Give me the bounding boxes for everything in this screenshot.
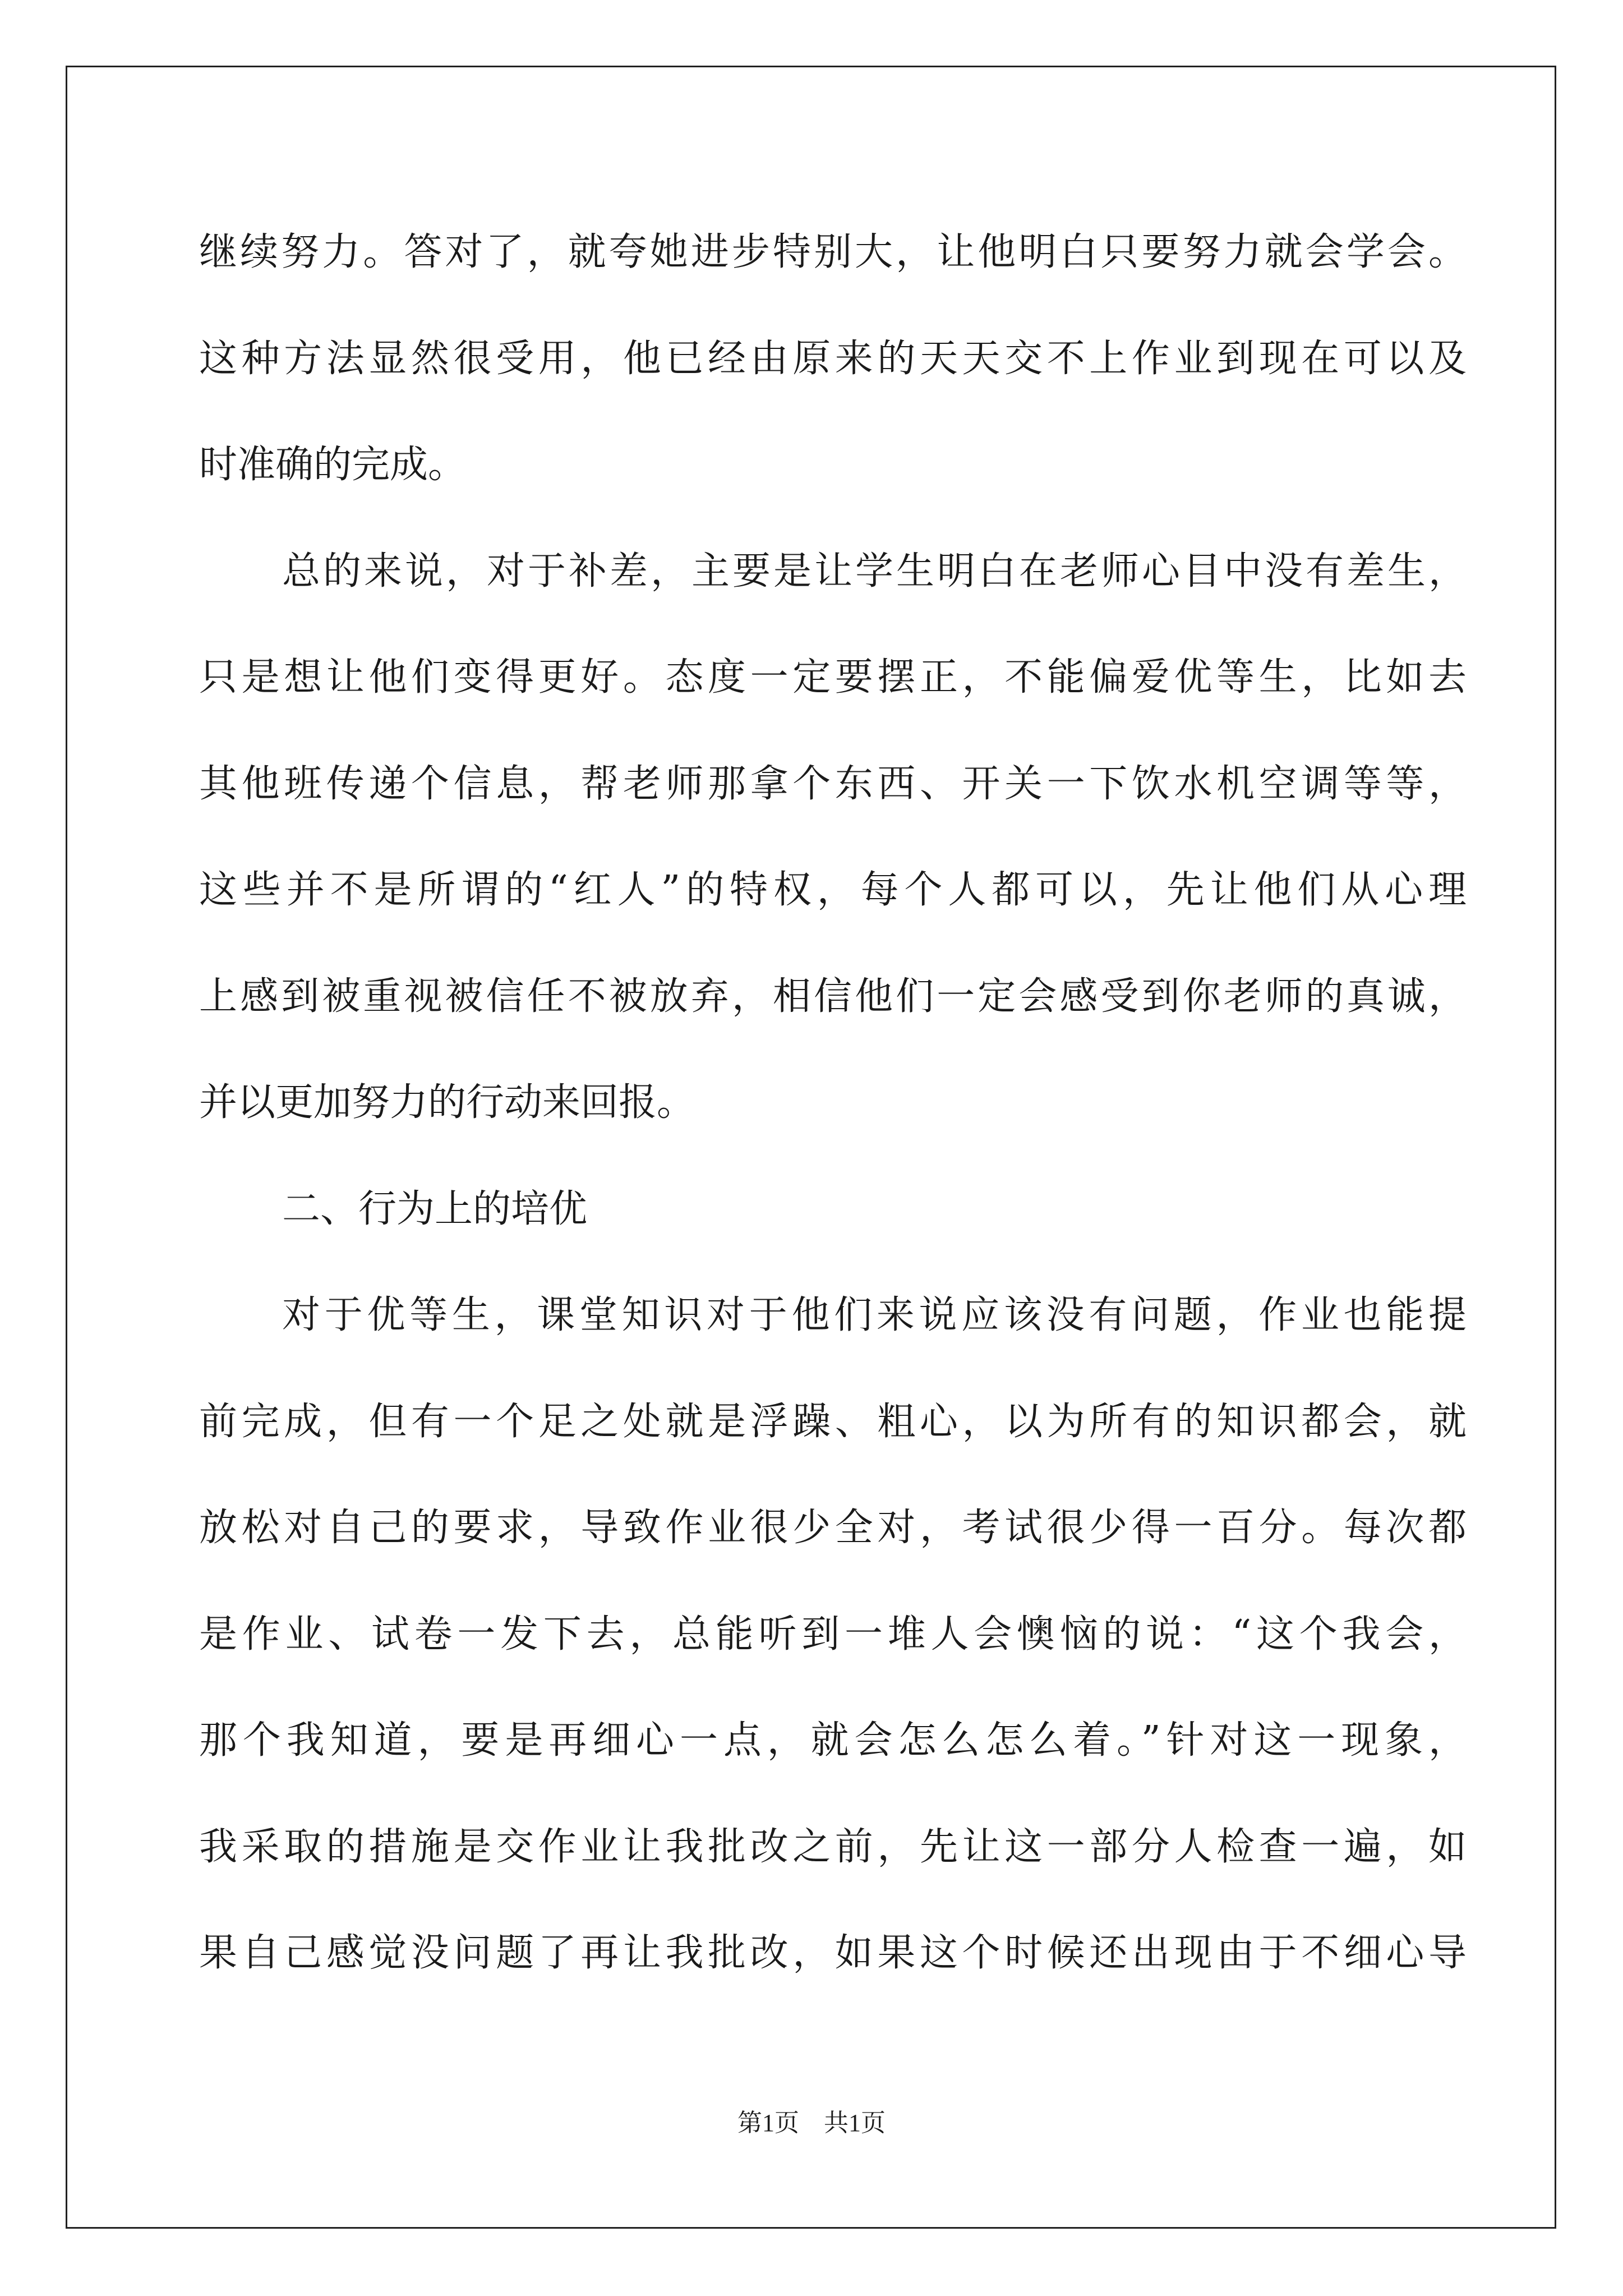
- section-heading: 二、行为上的培优: [282, 1186, 588, 1231]
- page-footer: [0, 2102, 1623, 2138]
- text-line: 前完成，但有一个足之处就是浮躁、粗心，以为所有的知识都会，就: [199, 1399, 1467, 1444]
- text-line: 这种方法显然很受用，他已经由原来的天天交不上作业到现在可以及: [199, 336, 1467, 381]
- page-total: 共1页: [824, 2109, 886, 2137]
- text-line: 时准确的完成。: [199, 443, 467, 487]
- text-line: 是作业、试卷一发下去，总能听到一堆人会懊恼的说：“这个我会，: [199, 1612, 1467, 1657]
- text-line: 上感到被重视被信任不被放弃，相信他们一定会感受到你老师的真诚，: [199, 974, 1467, 1019]
- text-line: 继续努力。答对了，就夸她进步特别大，让他明白只要努力就会学会。: [199, 230, 1467, 274]
- text-line: 果自己感觉没问题了再让我批改，如果这个时候还出现由于不细心导: [199, 1931, 1467, 1975]
- text-line: 并以更加努力的行动来回报。: [199, 1080, 695, 1125]
- text-line: 对于优等生，课堂知识对于他们来说应该没有问题，作业也能提: [282, 1293, 1467, 1337]
- text-line: 放松对自己的要求，导致作业很少全对，考试很少得一百分。每次都: [199, 1506, 1467, 1550]
- text-line: 总的来说，对于补差，主要是让学生明白在老师心目中没有差生，: [282, 549, 1467, 593]
- page-number: 第1页: [737, 2109, 799, 2137]
- text-line: 那个我知道，要是再细心一点，就会怎么怎么着。”针对这一现象，: [199, 1718, 1467, 1763]
- text-line: 只是想让他们变得更好。态度一定要摆正，不能偏爱优等生，比如去: [199, 655, 1467, 700]
- text-line: 这些并不是所谓的“红人”的特权，每个人都可以，先让他们从心理: [199, 868, 1467, 912]
- text-line: 其他班传递个信息，帮老师那拿个东西、开关一下饮水机空调等等，: [199, 761, 1467, 806]
- text-line: 我采取的措施是交作业让我批改之前，先让这一部分人检查一遍，如: [199, 1824, 1467, 1869]
- document-body: [199, 199, 1467, 2007]
